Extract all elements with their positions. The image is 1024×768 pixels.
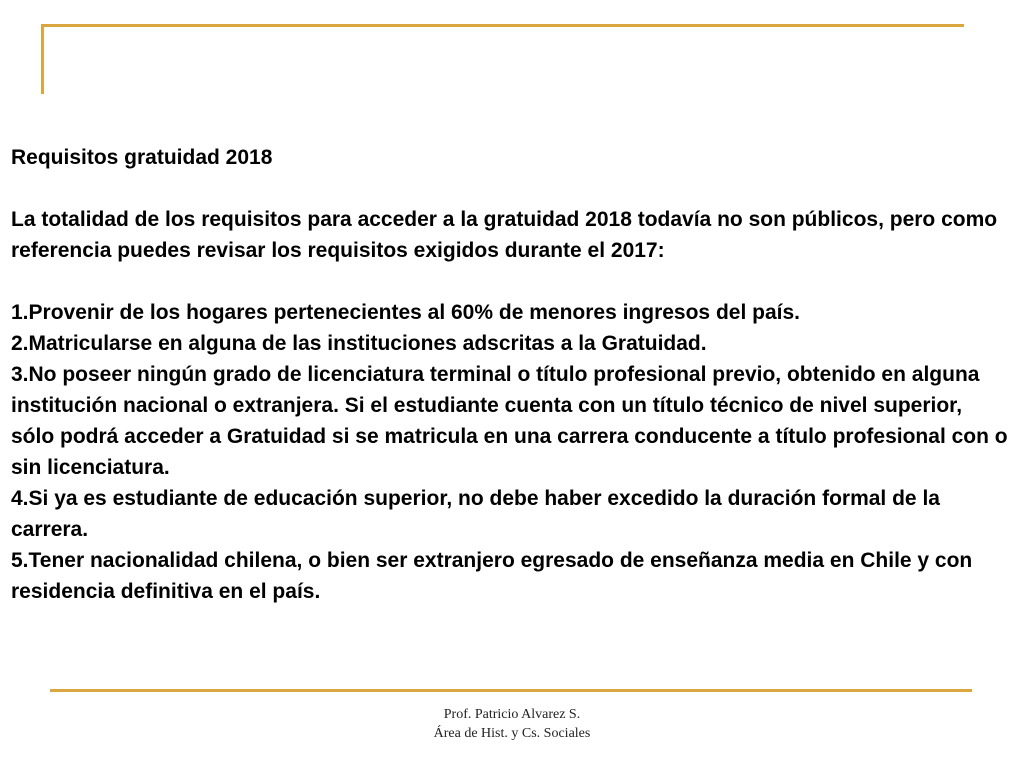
intro-paragraph: La totalidad de los requisitos para acceder a la gratuidad 2018 todavía no son públicos, pero como referencia puedes revisar los requisitos exigidos durante el 2017:	[11, 208, 998, 262]
requirement-item-5: 5.Tener nacionalidad chilena, o bien ser extranjero egresado de enseñanza media en Chile y con residencia definitiva en el país.	[11, 549, 973, 603]
requirement-item-4: 4.Si ya es estudiante de educación superior, no debe haber excedido la duración formal de la carrera.	[11, 487, 940, 541]
footer-author: Prof. Patricio Alvarez S.	[443, 707, 581, 722]
slide-content	[11, 142, 1011, 607]
spacer	[11, 266, 1011, 297]
requirement-item-3: 3.No poseer ningún grado de licenciatura terminal o título profesional previo, obtenido en alguna institución nacional o extranjera. Si el estudiante cuenta con un título técnico de nivel superior, sólo podrá acceder a Gratuidad si se matricula en una carrera conducente a título profesional con o sin licenciatura.	[11, 363, 1008, 479]
footer	[312, 705, 712, 743]
requirement-item-2: 2.Matricularse en alguna de las instituciones adscritas a la Gratuidad.	[11, 332, 707, 355]
requirement-item-1: 1.Provenir de los hogares pertenecientes al 60% de menores ingresos del país.	[11, 301, 800, 324]
footer-department: Área de Hist. y Cs. Sociales	[433, 726, 591, 741]
top-decorative-rule	[41, 24, 964, 27]
bottom-decorative-rule	[50, 689, 972, 692]
spacer	[11, 173, 1011, 204]
left-decorative-rule	[41, 24, 44, 94]
slide-title: Requisitos gratuidad 2018	[11, 146, 273, 169]
